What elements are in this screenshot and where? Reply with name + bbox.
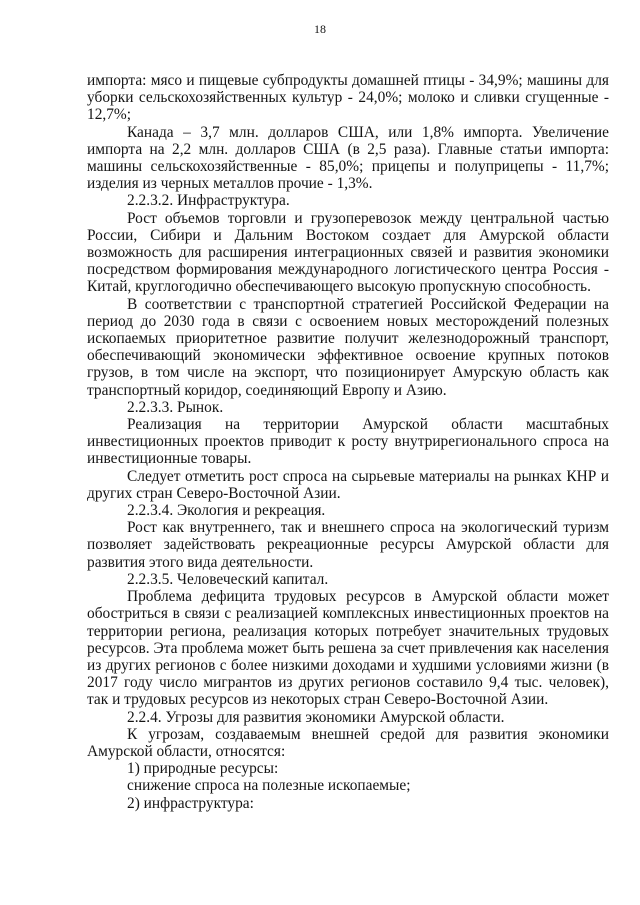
page-number: 18 (314, 22, 326, 36)
paragraph-threats-intro: К угрозам, создаваемым внешней средой для развития экономики Амурской области, относятся: (87, 725, 609, 760)
paragraph-canada: Канада – 3,7 млн. долларов США, или 1,8% импорта. Увеличение импорта на 2,2 млн. долларов США (в 2,5 раза). Главные статьи импорта: машины сельскохозяйственные - 85,0%; прицепы и полуприцепы - 11,7%; изделия из черных металлов прочие - 1,3%. (87, 123, 609, 193)
paragraph-trade-growth: Рост объемов торговли и грузоперевозок между центральной частью России, Сибири и Дальним Востоком создает для Амурской области возможность для расширения интеграционных связей и развития экономики посредством формирования международного логистического центра Россия - Китай, круглогодично обеспечивающего высокую пропускную способность. (87, 209, 609, 296)
section-heading-ecology: 2.2.3.4. Экология и рекреация. (127, 502, 326, 520)
paragraph-labor-deficit: Проблема дефицита трудовых ресурсов в Амурской области может обостриться в связи с реализацией комплексных инвестиционных проектов на территории региона, реализация которых потребует значительных трудовых ресурсов. Эта проблема может быть решена за счет привлечения как населения из других регионов с более низкими доходами и худшими условиями жизни (в 2017 году число мигрантов из других регионов составило 9,4 тыс. человек), так и трудовых ресурсов из некоторых стран Северо-Восточной Азии. (87, 588, 609, 709)
paragraph-import-continuation: импорта: мясо и пищевые субпродукты домашней птицы - 34,9%; машины для уборки сельскохозяйственных культур - 24,0%; молоко и сливки сгущенные - 12,7%; (87, 72, 609, 124)
section-heading-threats: 2.2.4. Угрозы для развития экономики Амурской области. (127, 708, 505, 726)
paragraph-raw-materials-demand: Следует отметить рост спроса на сырьевые материалы на рынках КНР и других стран Северо-Восточной Азии. (87, 467, 609, 502)
document-body (87, 72, 609, 812)
section-heading-market: 2.2.3.3. Рынок. (127, 398, 224, 416)
list-item-demand-decline: снижение спроса на полезные ископаемые; (127, 777, 411, 795)
list-item-infrastructure: 2) инфраструктура: (127, 794, 254, 812)
paragraph-eco-tourism: Рост как внутреннего, так и внешнего спроса на экологический туризм позволяет задействовать рекреационные ресурсы Амурской области для развития этого вида деятельности. (87, 519, 609, 571)
list-item-natural-resources: 1) природные ресурсы: (127, 760, 279, 778)
paragraph-transport-strategy: В соответствии с транспортной стратегией Российской Федерации на период до 2030 года в связи с освоением новых месторождений полезных ископаемых приоритетное развитие получит железнодорожный транспорт, обеспечивающий экономически эффективное освоение крупных потоков грузов, в том числе на экспорт, что позиционирует Амурскую область как транспортный коридор, соединяющий Европу и Азию. (87, 295, 609, 399)
paragraph-investment-projects: Реализация на территории Амурской области масштабных инвестиционных проектов приводит к росту внутрирегионального спроса на инвестиционные товары. (87, 416, 609, 468)
section-heading-human-capital: 2.2.3.5. Человеческий капитал. (127, 570, 329, 588)
section-heading-infrastructure: 2.2.3.2. Инфраструктура. (127, 192, 290, 210)
